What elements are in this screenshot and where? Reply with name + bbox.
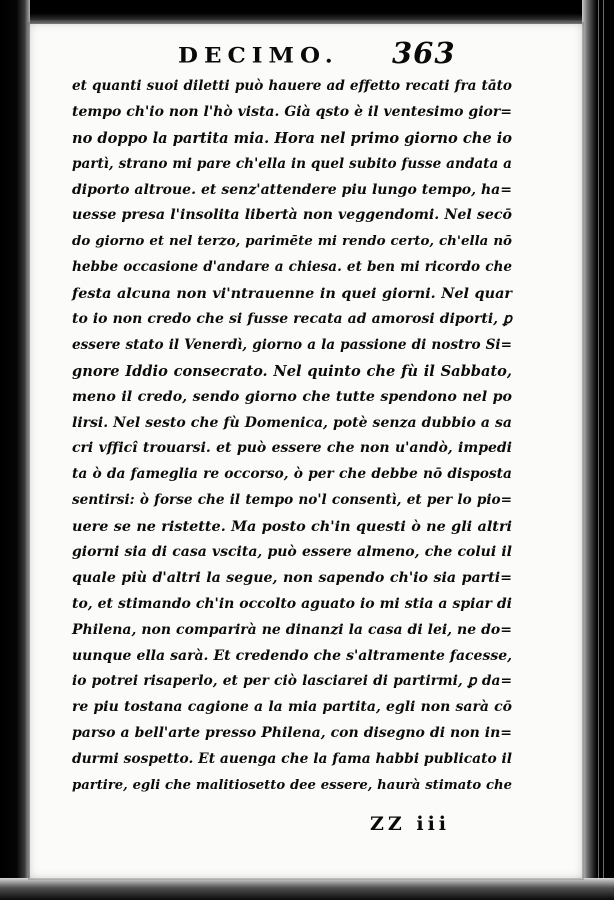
text-line: et quanti suoi diletti può hauere ad effetto recati fra tāto — [72, 78, 512, 94]
scan-border-bottom — [0, 878, 614, 900]
text-line: uere se ne ristette. Ma posto ch'in questi ò ne gli altri — [72, 518, 512, 536]
text-line: partire, egli che malitiosetto dee essere, haurà stimato che — [72, 778, 512, 794]
scan-border-top — [0, 0, 614, 24]
text-line: gnore Iddio consecrato. Nel quinto che fù il Sabbato, — [72, 362, 512, 380]
text-line: cri vfficî trouarsi. et può essere che non u'andò, impedi — [72, 440, 512, 457]
text-line: meno il credo, sendo giorno che tutte spendono nel po — [72, 388, 512, 405]
text-line: to, et stimando ch'in occolto aguato io mi stia a spiar di — [72, 595, 512, 612]
text-line: durmi sospetto. Et auenga che la fama habbi publicato il — [72, 751, 512, 768]
text-line: uesse presa l'insolita libertà non veggendomi. Nel secō — [72, 207, 512, 224]
text-line: no doppo la partita mia. Hora nel primo giorno che io — [72, 129, 512, 147]
text-line: festa alcuna non vi'ntrauenne in quei giorni. Nel quar — [72, 285, 512, 303]
text-line: hebbe occasione d'andare a chiesa. et ben mi ricordo che — [72, 259, 512, 276]
text-line: diporto altroue. et senz'attendere piu lungo tempo, ha= — [72, 181, 512, 198]
text-line: sentirsi: ò forse che il tempo no'l consentì, et per lo pio= — [72, 492, 512, 509]
text-line: giorni sia di casa vscita, può essere almeno, che colui il — [72, 544, 512, 561]
page-header — [0, 36, 614, 76]
text-line: parso a bell'arte presso Philena, con disegno di non in= — [72, 725, 512, 742]
text-line: uunque ella sarà. Et credendo che s'altramente facesse, — [72, 647, 512, 664]
running-head: DECIMO. — [178, 43, 339, 68]
text-line: Philena, non comparirà ne dinanzi la casa di lei, ne do= — [72, 621, 512, 638]
body-text — [72, 74, 512, 799]
scan-border-left — [0, 0, 30, 900]
text-line: ta ò da fameglia re occorso, ò per che debbe nō disposta — [72, 466, 512, 483]
page-edges-stack — [596, 0, 608, 900]
text-line: re piu tostana cagione a la mia partita, egli non sarà cō — [72, 699, 512, 716]
page-number: 363 — [392, 36, 456, 70]
text-line: tempo ch'io non l'hò vista. Già qsto è il ventesimo gior= — [72, 103, 512, 120]
text-line: do giorno et nel terzo, parimēte mi rendo certo, ch'ella nō — [72, 233, 512, 250]
text-line: quale più d'altri la segue, non sapendo ch'io sia parti= — [72, 569, 512, 586]
text-line: io potrei risaperlo, et per ciò lasciarei di partirmi, ꝑ da= — [72, 673, 512, 690]
text-line: to io non credo che si fusse recata ad amorosi diporti, ꝑ — [72, 311, 512, 328]
signature-mark: ZZ iii — [370, 813, 451, 835]
text-line: partì, strano mi pare ch'ella in quel subito fusse andata a — [72, 155, 512, 172]
text-line: essere stato il Venerdì, giorno a la passione di nostro Si= — [72, 336, 512, 353]
text-line: lirsi. Nel sesto che fù Domenica, potè senza dubbio a sa — [72, 414, 512, 431]
